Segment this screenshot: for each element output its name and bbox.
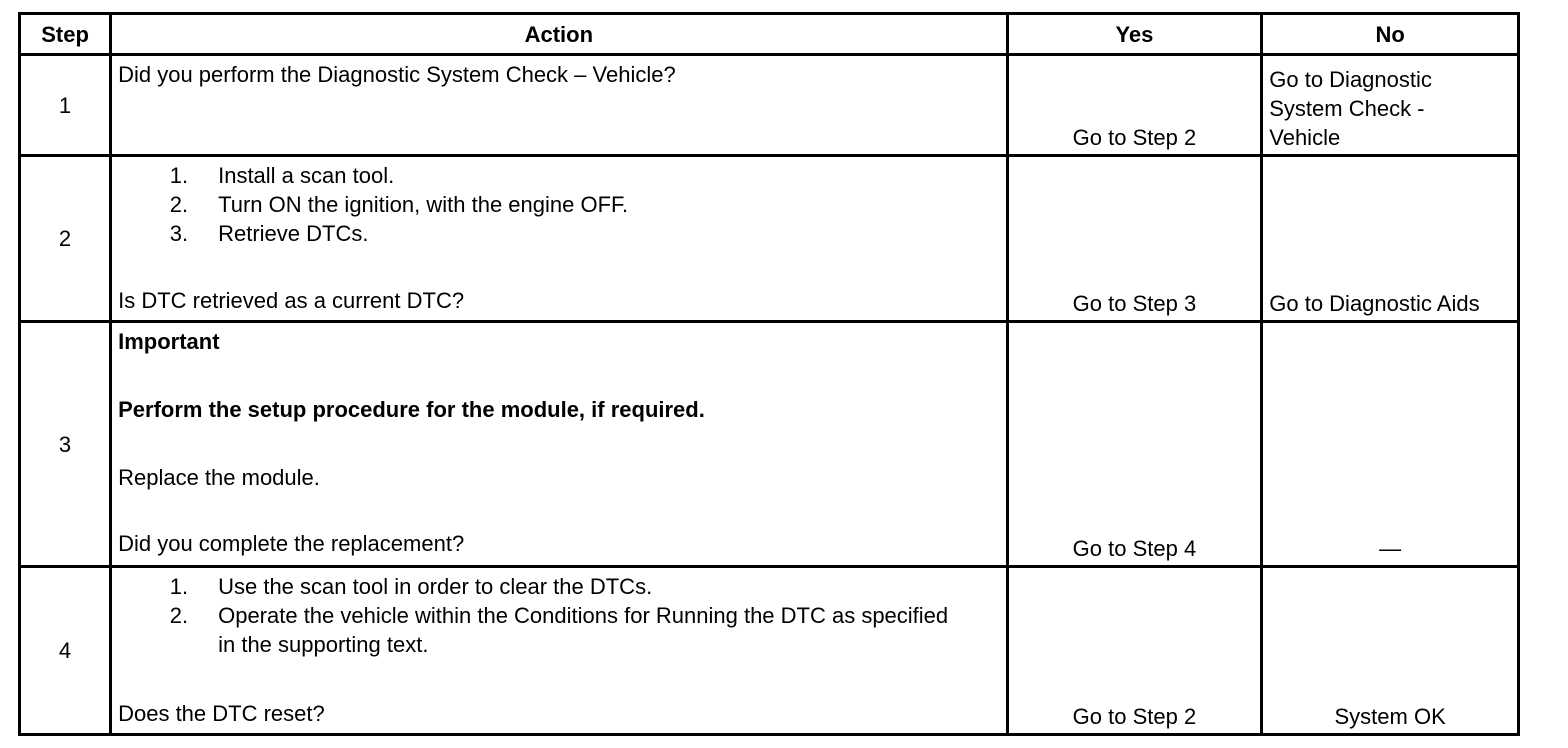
header-no: No (1262, 14, 1519, 55)
yes-cell: Go to Step 2 (1007, 55, 1262, 156)
no-cell: — (1262, 322, 1519, 567)
list-item: 2. Operate the vehicle within the Conditions for Running the DTC as specified in the supporting text. (169, 603, 949, 657)
header-action: Action (111, 14, 1008, 55)
step-number: 4 (20, 567, 111, 735)
header-yes: Yes (1007, 14, 1262, 55)
instruction-list (118, 161, 1000, 248)
step-number: 2 (20, 156, 111, 322)
table-row (20, 55, 1519, 156)
no-cell: Go to Diagnostic System Check - Vehicle (1262, 55, 1519, 156)
list-item: 3. Retrieve DTCs. (169, 221, 369, 246)
diagnostic-table (18, 12, 1520, 736)
action-question: Does the DTC reset? (118, 701, 325, 726)
action-cell (111, 156, 1008, 322)
instruction-text: Replace the module. (118, 465, 320, 490)
action-cell (111, 567, 1008, 735)
list-item: 2. Turn ON the ignition, with the engine OFF. (169, 192, 629, 217)
step-number: 3 (20, 322, 111, 567)
list-item: 1. Install a scan tool. (169, 163, 395, 188)
table-row (20, 156, 1519, 322)
action-cell (111, 55, 1008, 156)
instruction-list (118, 572, 1000, 659)
step-number: 1 (20, 55, 111, 156)
table-row (20, 322, 1519, 567)
action-question: Did you complete the replacement? (118, 531, 465, 556)
list-item: 1. Use the scan tool in order to clear the DTCs. (169, 574, 653, 599)
action-question: Did you perform the Diagnostic System Check – Vehicle? (118, 62, 676, 87)
action-cell (111, 322, 1008, 567)
header-row (20, 14, 1519, 55)
action-question: Is DTC retrieved as a current DTC? (118, 288, 465, 313)
header-step: Step (20, 14, 111, 55)
yes-cell: Go to Step 2 (1007, 567, 1262, 735)
no-cell: Go to Diagnostic Aids (1262, 156, 1519, 322)
yes-cell: Go to Step 4 (1007, 322, 1262, 567)
table-row (20, 567, 1519, 735)
important-text: Perform the setup procedure for the module, if required. (118, 397, 705, 422)
important-label: Important (118, 329, 220, 354)
yes-cell: Go to Step 3 (1007, 156, 1262, 322)
no-cell: System OK (1262, 567, 1519, 735)
